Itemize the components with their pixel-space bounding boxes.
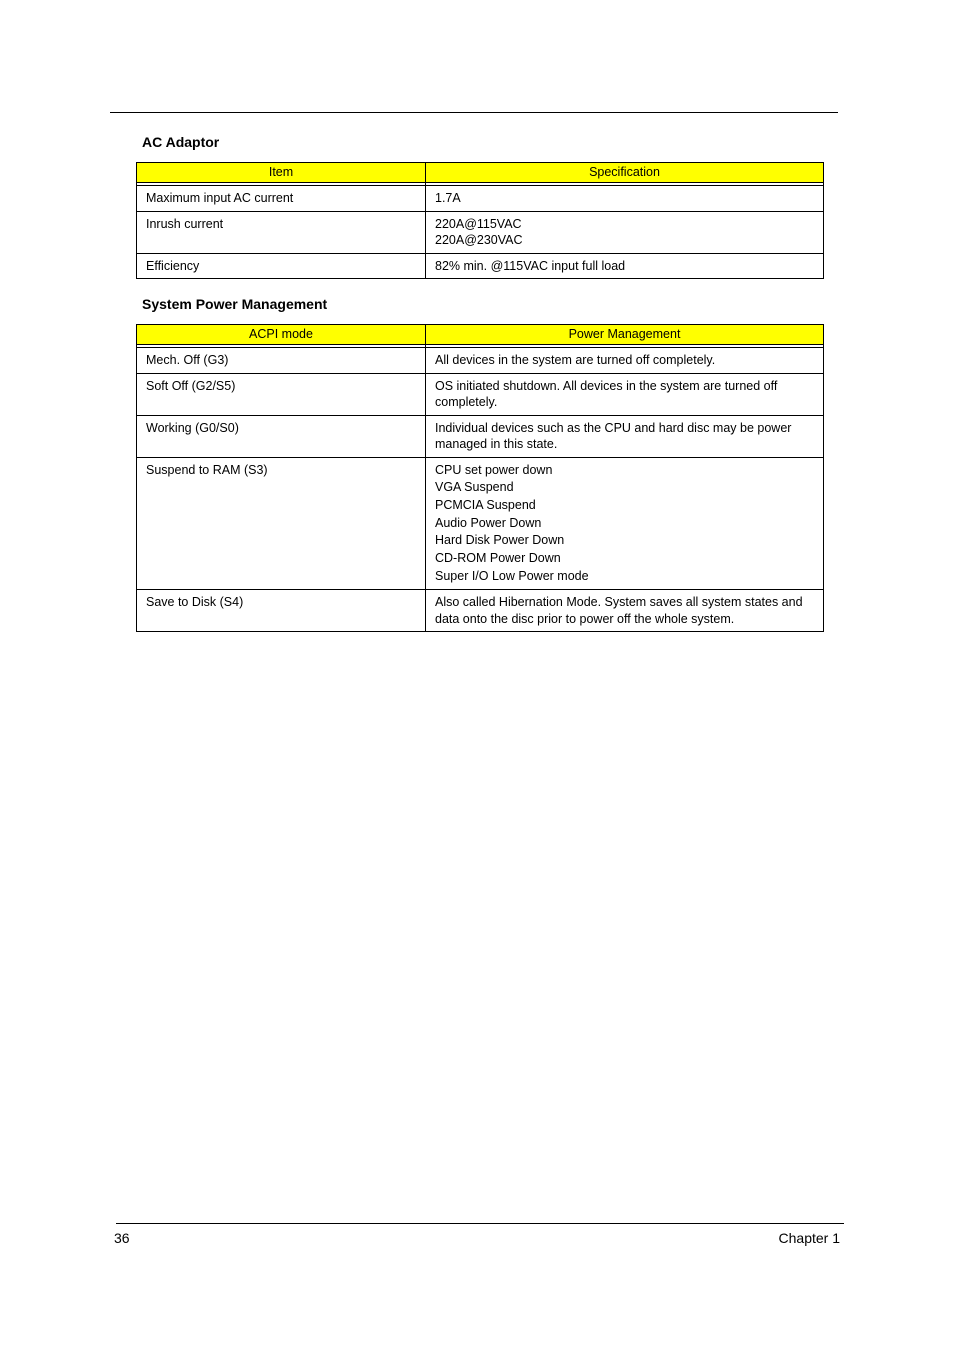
table-header-row: [137, 325, 824, 345]
page-number: 36: [114, 1230, 130, 1246]
chapter-label: Chapter 1: [778, 1230, 840, 1246]
table-row: [137, 373, 824, 415]
mode-cell: Suspend to RAM (S3): [137, 457, 426, 590]
spec-cell: [426, 186, 824, 212]
power-management-table: [136, 324, 824, 632]
header-rule: [110, 112, 838, 113]
spec-line: 220A@115VAC: [435, 216, 522, 231]
item-cell: Inrush current: [137, 211, 426, 253]
desc-line: PCMCIA Suspend: [435, 497, 536, 512]
column-header-acpi-mode: ACPI mode: [137, 325, 426, 345]
spec-line: 82% min. @115VAC input full load: [435, 258, 626, 273]
desc-line: managed in this state.: [435, 437, 558, 451]
table-header-row: [137, 163, 824, 183]
desc-line: completely.: [435, 395, 498, 409]
table-row: [137, 186, 824, 212]
table-row: [137, 590, 824, 632]
table-row: [137, 211, 824, 253]
desc-cell: [426, 457, 824, 590]
desc-cell: [426, 590, 824, 632]
mode-cell: Mech. Off (G3): [137, 348, 426, 374]
desc-cell: [426, 415, 824, 457]
mode-cell: Save to Disk (S4): [137, 590, 426, 632]
table-row: [137, 348, 824, 374]
spec-cell: [426, 253, 824, 279]
desc-line: Audio Power Down: [435, 515, 542, 530]
desc-line: data onto the disc prior to power off the whole system.: [435, 611, 735, 626]
power-management-title: System Power Management: [142, 296, 328, 312]
desc-cell: [426, 373, 824, 415]
desc-line: Individual devices such as the CPU and hard disc may be power: [435, 420, 792, 435]
desc-line: VGA Suspend: [435, 480, 514, 495]
desc-line: OS initiated shutdown. All devices in the system are turned off: [435, 378, 778, 393]
desc-line: Hard Disk Power Down: [435, 533, 565, 548]
column-header-power-management: Power Management: [426, 325, 824, 345]
desc-line: CD-ROM Power Down: [435, 551, 561, 566]
column-header-item: Item: [137, 163, 426, 183]
table-row: [137, 253, 824, 279]
ac-adaptor-title: AC Adaptor: [142, 134, 220, 150]
desc-line: All devices in the system are turned off completely.: [435, 353, 716, 367]
ac-adaptor-table: [136, 162, 824, 279]
desc-cell: [426, 348, 824, 374]
desc-line: CPU set power down: [435, 462, 553, 477]
spec-line: 220A@230VAC: [435, 233, 523, 247]
table-row: [137, 457, 824, 590]
footer-rule: [116, 1223, 844, 1224]
item-cell: Maximum input AC current: [137, 186, 426, 212]
mode-cell: Soft Off (G2/S5): [137, 373, 426, 415]
spec-cell: [426, 211, 824, 253]
spec-line: 1.7A: [435, 191, 461, 205]
mode-cell: Working (G0/S0): [137, 415, 426, 457]
desc-line: Also called Hibernation Mode. System saves all system states and: [435, 595, 803, 610]
desc-line: Super I/O Low Power mode: [435, 568, 589, 583]
column-header-specification: Specification: [426, 163, 824, 183]
table-row: [137, 415, 824, 457]
item-cell: Efficiency: [137, 253, 426, 279]
